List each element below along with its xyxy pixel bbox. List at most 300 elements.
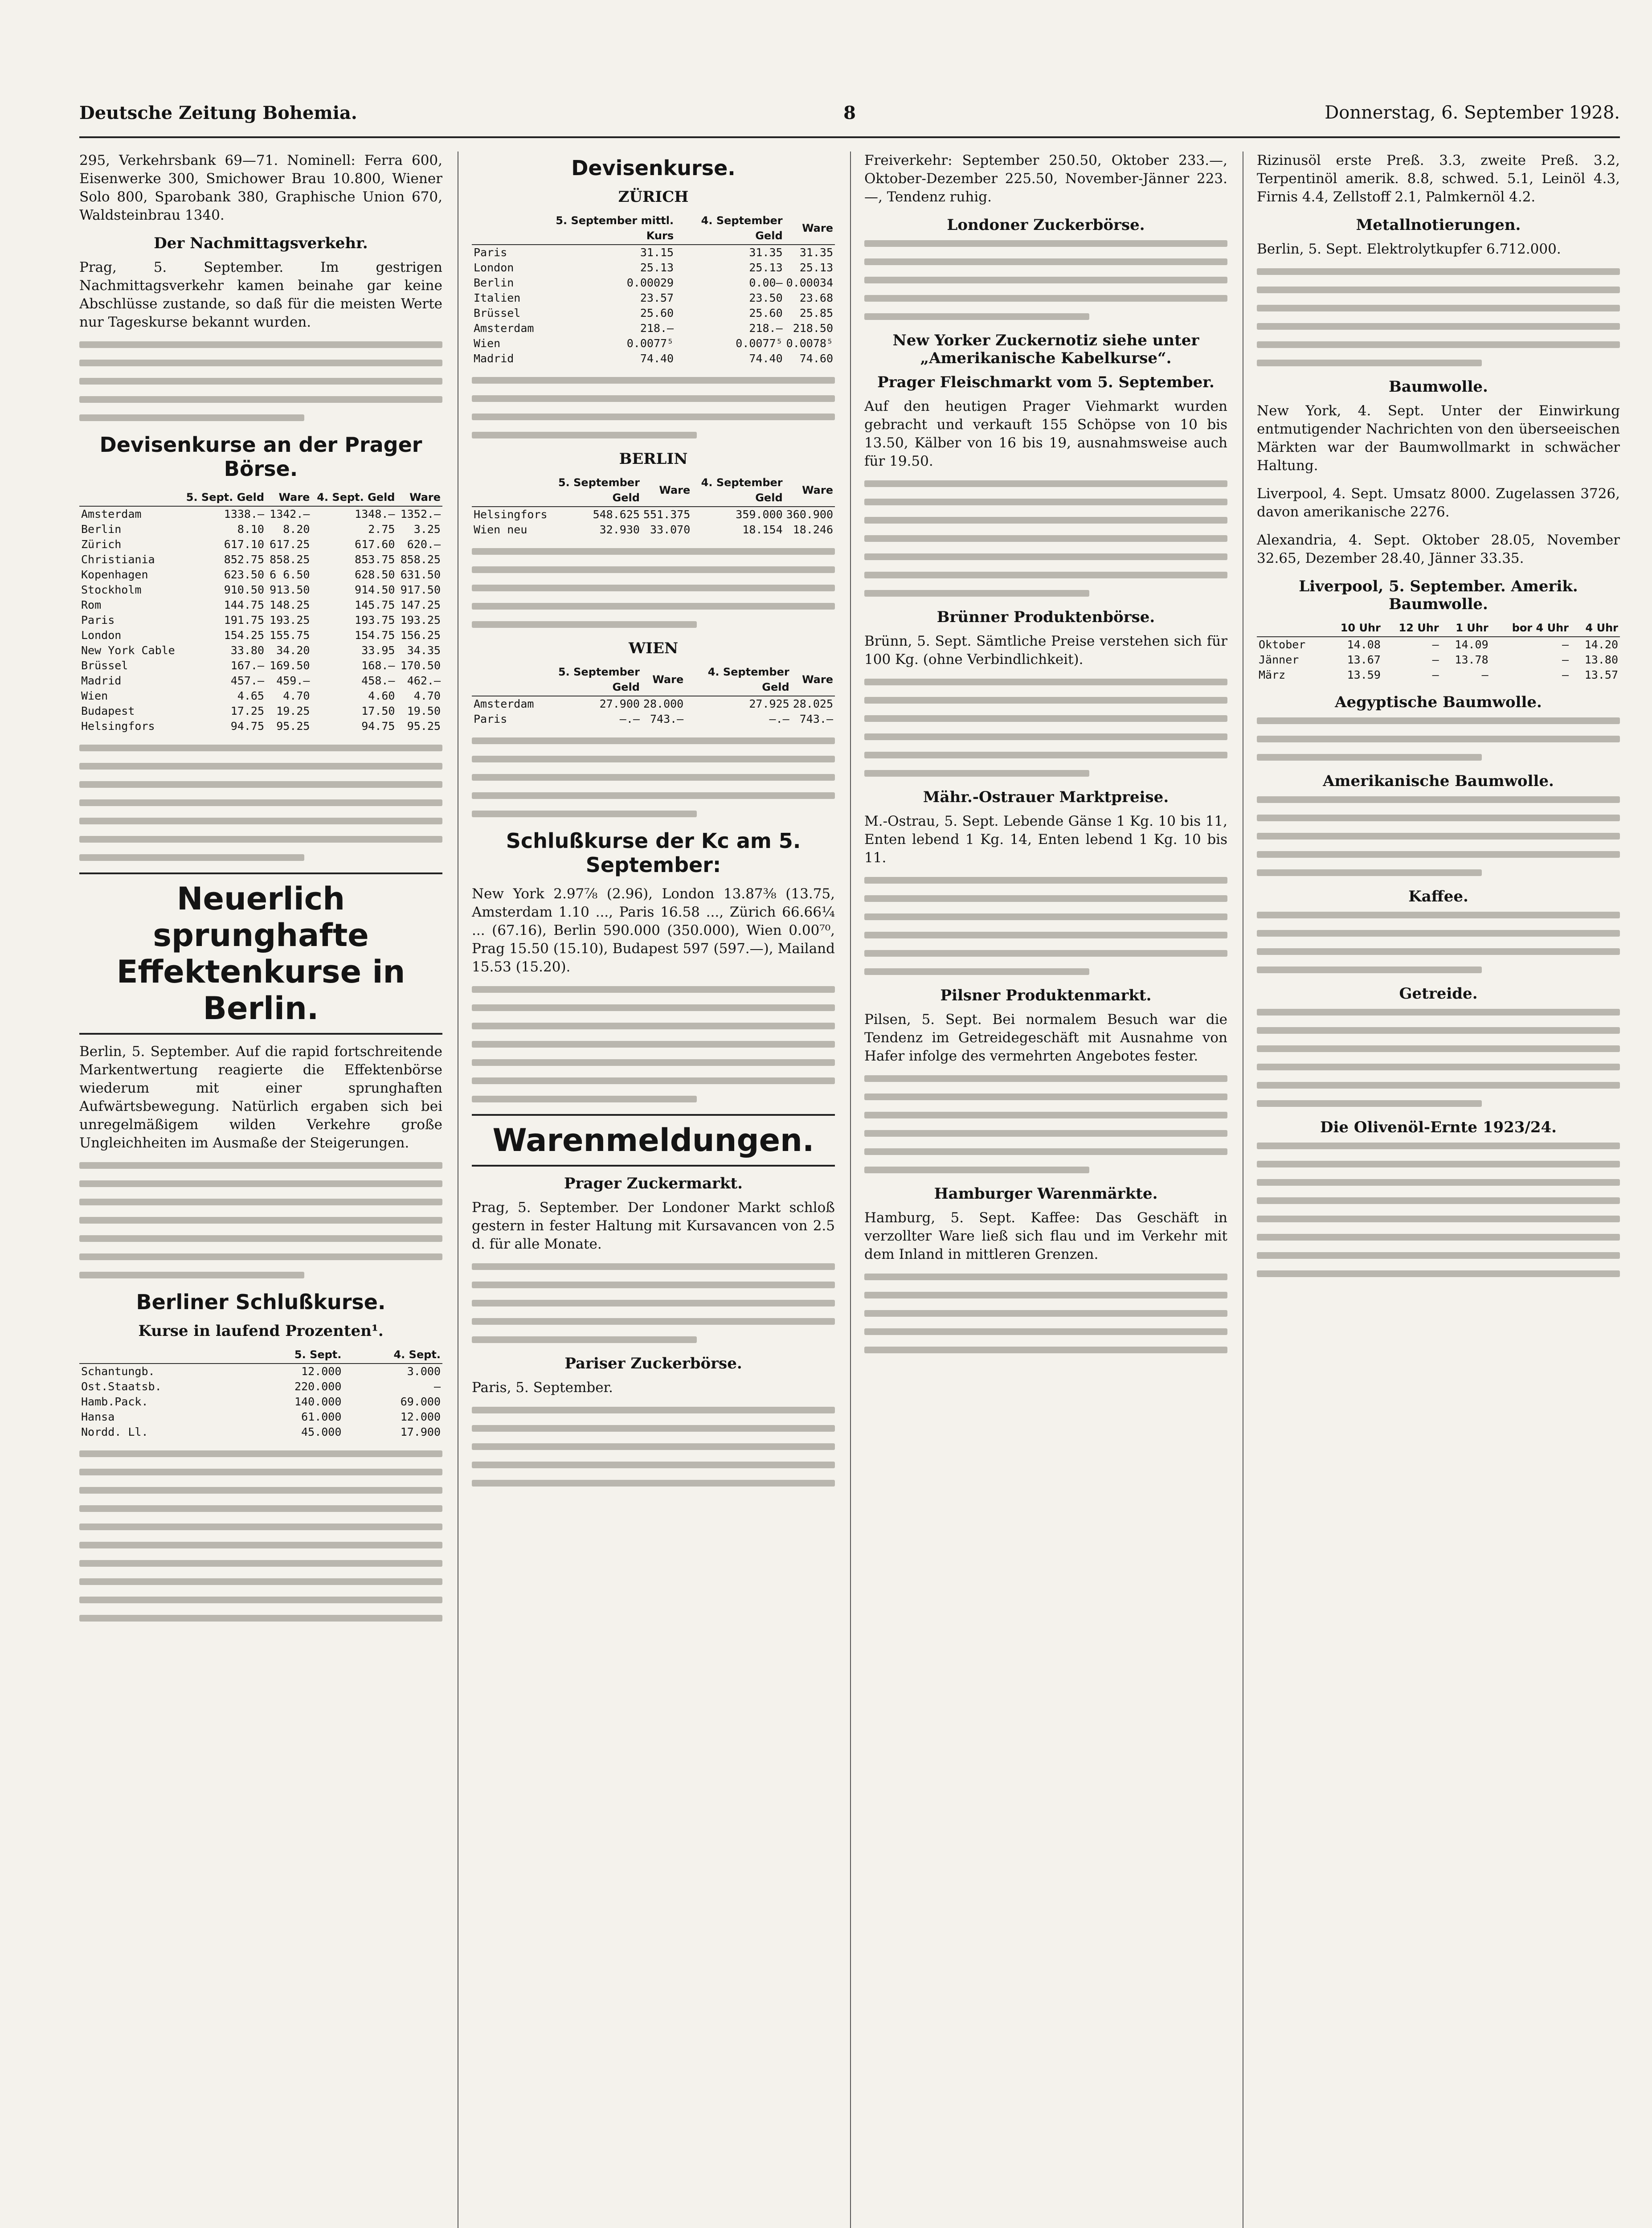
column-header: Ware bbox=[266, 489, 311, 506]
table-cell: 743.— bbox=[650, 713, 684, 725]
table-row bbox=[472, 712, 835, 727]
column-header: 5. September mittl. Kurs bbox=[536, 212, 675, 245]
illegible-text-block bbox=[864, 877, 1227, 975]
table-cell: 0.00029 bbox=[626, 276, 674, 289]
table-cell: 19.25 bbox=[276, 704, 310, 717]
table-cell: 23.68 bbox=[799, 291, 833, 304]
table-cell: 0.00034 bbox=[786, 276, 833, 289]
table-cell: 617.25 bbox=[270, 538, 310, 551]
table-row bbox=[79, 704, 442, 719]
table-row bbox=[472, 260, 835, 275]
table-row bbox=[79, 552, 442, 567]
table-cell: Paris bbox=[474, 246, 507, 259]
table-cell: 19.50 bbox=[407, 704, 441, 717]
table-cell: 168.— bbox=[361, 659, 395, 672]
table-cell: 628.50 bbox=[355, 568, 395, 581]
table-cell: 914.50 bbox=[355, 583, 395, 596]
table-cell: Oktober bbox=[1259, 638, 1306, 651]
metall-paragraph: Berlin, 5. Sept. Elektrolytkupfer 6.712.000. bbox=[1257, 241, 1561, 257]
table-cell: Hamb.Pack. bbox=[81, 1395, 148, 1408]
table-cell: 1342.— bbox=[270, 508, 310, 520]
table-cell: 156.25 bbox=[400, 629, 441, 642]
paper-title: Deutsche Zeitung Bohemia. bbox=[79, 102, 357, 123]
table-cell: 193.25 bbox=[270, 614, 310, 627]
table-cell: 617.60 bbox=[355, 538, 395, 551]
table-cell: 0.0078⁵ bbox=[786, 337, 833, 350]
kaffee-heading: Kaffee. bbox=[1408, 888, 1468, 905]
table-cell: 617.10 bbox=[224, 538, 264, 551]
illegible-text-block bbox=[472, 377, 835, 438]
table-cell: 551.375 bbox=[643, 508, 691, 521]
table-row bbox=[79, 506, 442, 522]
table-cell: 33.80 bbox=[230, 644, 264, 657]
table-cell: 18.246 bbox=[793, 523, 833, 536]
table-cell: 620.— bbox=[407, 538, 441, 551]
table-cell: 462.— bbox=[407, 674, 441, 687]
table-cell: 94.75 bbox=[230, 720, 264, 733]
table-cell: 13.59 bbox=[1347, 668, 1381, 681]
table-cell: 23.50 bbox=[749, 291, 783, 304]
table-cell: 4.70 bbox=[413, 689, 441, 702]
illegible-text-block bbox=[472, 737, 835, 817]
column-header bbox=[79, 489, 181, 506]
column-header: Ware bbox=[397, 489, 442, 506]
table-cell: Amsterdam bbox=[474, 697, 534, 710]
table-cell: 743.— bbox=[799, 713, 833, 725]
brunn-heading: Brünner Produktenbörse. bbox=[936, 608, 1155, 626]
illegible-text-block bbox=[864, 679, 1227, 777]
table-cell: Jänner bbox=[1259, 653, 1299, 666]
table-row bbox=[1257, 637, 1620, 652]
table-cell: London bbox=[81, 629, 122, 642]
column-header bbox=[472, 212, 536, 245]
devisen-prag-heading: Devisenkurse an der Prager Börse. bbox=[99, 433, 422, 481]
table-row bbox=[79, 673, 442, 688]
table-header-row bbox=[472, 212, 835, 245]
illegible-text-block bbox=[79, 745, 442, 861]
table-cell: 155.75 bbox=[270, 629, 310, 642]
baumwolle-paragraph: New York, 4. Sept. Unter der Einwirkung entmutigender Nachrichten von den überseeischen Märkten war der Baumwollmarkt in schwächer Haltung. bbox=[1257, 403, 1620, 474]
table-row bbox=[472, 245, 835, 260]
table-row bbox=[79, 567, 442, 582]
table-cell: Amsterdam bbox=[81, 508, 142, 520]
table-cell: 548.625 bbox=[593, 508, 640, 521]
table-row bbox=[472, 696, 835, 712]
column-header bbox=[79, 1346, 244, 1364]
table-cell: London bbox=[474, 261, 514, 274]
date-line: Donnerstag, 6. September 1928. bbox=[1325, 102, 1620, 123]
table-row bbox=[79, 613, 442, 628]
table-cell: 148.25 bbox=[270, 598, 310, 611]
pilsner-heading: Pilsner Produktenmarkt. bbox=[940, 987, 1152, 1004]
table-row bbox=[472, 522, 835, 537]
newyork-zucker-heading: New Yorker Zuckernotiz siehe unter „Amerikanische Kabelkurse“. bbox=[892, 332, 1199, 367]
table-row bbox=[79, 688, 442, 704]
column-header: Ware bbox=[785, 474, 835, 507]
table-cell: 14.08 bbox=[1347, 638, 1381, 651]
table-cell: 31.35 bbox=[799, 246, 833, 259]
table-cell: —.— bbox=[769, 713, 789, 725]
pariser-dateline: Paris, 5. September. bbox=[472, 1380, 613, 1396]
table-cell: 2.75 bbox=[368, 523, 395, 536]
berliner-table bbox=[79, 1346, 442, 1440]
table-cell: 74.40 bbox=[749, 352, 783, 365]
table-cell: 27.925 bbox=[749, 697, 789, 710]
column-header: 1 Uhr bbox=[1441, 619, 1490, 637]
illegible-text-block bbox=[472, 548, 835, 628]
table-cell: 458.— bbox=[361, 674, 395, 687]
table-cell: 853.75 bbox=[355, 553, 395, 566]
table-cell: 25.13 bbox=[749, 261, 783, 274]
table-cell: Rom bbox=[81, 598, 102, 611]
table-cell: 154.25 bbox=[224, 629, 264, 642]
olivenoel-heading: Die Olivenöl-Ernte 1923/24. bbox=[1320, 1118, 1557, 1136]
column-header: 4. September Geld bbox=[692, 474, 784, 507]
table-cell: 167.— bbox=[230, 659, 264, 672]
table-cell: 360.900 bbox=[786, 508, 833, 521]
table-cell: —.— bbox=[619, 713, 640, 725]
illegible-text-block bbox=[1257, 796, 1620, 876]
table-cell: 14.09 bbox=[1455, 638, 1488, 651]
table-cell: Berlin bbox=[474, 276, 514, 289]
table-cell: 95.25 bbox=[407, 720, 441, 733]
masthead-rule bbox=[79, 136, 1620, 138]
table-cell: — bbox=[1562, 638, 1569, 651]
column-header: 5. September Geld bbox=[549, 474, 642, 507]
table-cell: 4.70 bbox=[283, 689, 310, 702]
table-cell: Hansa bbox=[81, 1410, 115, 1423]
table-cell: 140.000 bbox=[294, 1395, 342, 1408]
table-cell: — bbox=[1432, 638, 1439, 651]
table-cell: 0.00— bbox=[749, 276, 783, 289]
liverpool-paragraph: Liverpool, 4. Sept. Umsatz 8000. Zugelassen 3726, davon amerikanische 2276. bbox=[1257, 486, 1620, 520]
table-row bbox=[79, 537, 442, 552]
devisenkurse-heading: Devisenkurse. bbox=[571, 156, 736, 180]
table-row bbox=[79, 658, 442, 673]
table-cell: 94.75 bbox=[361, 720, 395, 733]
table-cell: 33.070 bbox=[650, 523, 691, 536]
table-cell: New York Cable bbox=[81, 644, 175, 657]
table-cell: 6 6.50 bbox=[270, 568, 310, 581]
table-cell: — bbox=[1432, 653, 1439, 666]
nachmittag-heading: Der Nachmittagsverkehr. bbox=[154, 234, 368, 252]
table-cell: Paris bbox=[474, 713, 507, 725]
table-cell: 913.50 bbox=[270, 583, 310, 596]
column-header: bor 4 Uhr bbox=[1490, 619, 1570, 637]
berliner-heading: Berliner Schlußkurse. bbox=[136, 1290, 386, 1314]
table-cell: 13.67 bbox=[1347, 653, 1381, 666]
table-cell: 12.000 bbox=[301, 1365, 342, 1378]
table-cell: 169.50 bbox=[270, 659, 310, 672]
berliner-subheading: Kurse in laufend Prozenten¹. bbox=[138, 1322, 384, 1340]
table-cell: 33.95 bbox=[361, 644, 395, 657]
table-cell: 45.000 bbox=[301, 1425, 342, 1438]
table-cell: Stockholm bbox=[81, 583, 142, 596]
table-cell: Madrid bbox=[474, 352, 514, 365]
liverpool-heading: Liverpool, 5. September. Amerik. Baumwolle. bbox=[1299, 577, 1578, 613]
baumwolle-heading: Baumwolle. bbox=[1389, 378, 1488, 396]
table-cell: 1348.— bbox=[355, 508, 395, 520]
column-header: 5. Sept. Geld bbox=[181, 489, 266, 506]
table-cell: 858.25 bbox=[270, 553, 310, 566]
table-cell: 13.80 bbox=[1584, 653, 1618, 666]
column-header: Ware bbox=[791, 663, 835, 696]
freiverkehr-paragraph: Freiverkehr: September 250.50, Oktober 233.—, Oktober-Dezember 225.50, November-Jänner 223.—, Tendenz ruhig. bbox=[864, 152, 1227, 205]
warenmeldungen-heading: Warenmeldungen. bbox=[472, 1114, 835, 1167]
table-cell: 32.930 bbox=[599, 523, 640, 536]
table-row bbox=[79, 643, 442, 658]
table-cell: — bbox=[1432, 668, 1439, 681]
page-number: 8 bbox=[843, 102, 856, 123]
table-cell: 457.— bbox=[230, 674, 264, 687]
column-header: 4. September Geld bbox=[685, 663, 791, 696]
table-cell: 61.000 bbox=[301, 1410, 342, 1423]
table-cell: 0.0077⁵ bbox=[736, 337, 783, 350]
illegible-text-block bbox=[79, 1162, 442, 1278]
intro-paragraph: 295, Verkehrsbank 69—71. Nominell: Ferra 600, Eisenwerke 300, Smichower Brau 10.800, Wiener Solo 800, Sparobank 380, Graphische Union 670, Waldsteinbrau 1340. bbox=[79, 152, 442, 223]
column-header: 4. Sept. bbox=[343, 1346, 442, 1364]
table-header-row bbox=[79, 1346, 442, 1364]
table-cell: — bbox=[433, 1380, 441, 1393]
schlusskurse-heading: Schlußkurse der Kc am 5. September: bbox=[506, 829, 801, 877]
table-cell: Helsingfors bbox=[81, 720, 155, 733]
table-cell: 13.78 bbox=[1455, 653, 1488, 666]
illegible-text-block bbox=[1257, 912, 1620, 973]
table-row bbox=[79, 628, 442, 643]
table-cell: 25.13 bbox=[799, 261, 833, 274]
table-cell: 147.25 bbox=[400, 598, 441, 611]
illegible-text-block bbox=[79, 341, 442, 421]
column-header: Ware bbox=[785, 212, 835, 245]
masthead bbox=[79, 102, 1620, 134]
table-cell: 27.900 bbox=[599, 697, 640, 710]
columns bbox=[79, 152, 1620, 2228]
ostrauer-heading: Mähr.-Ostrauer Marktpreise. bbox=[923, 788, 1169, 806]
liverpool-table bbox=[1257, 619, 1620, 683]
table-cell: 18.154 bbox=[742, 523, 783, 536]
column-header: 12 Uhr bbox=[1382, 619, 1441, 637]
table-row bbox=[472, 306, 835, 321]
table-cell: Nordd. Ll. bbox=[81, 1425, 148, 1438]
table-row bbox=[472, 321, 835, 336]
illegible-text-block bbox=[864, 240, 1227, 320]
table-cell: Madrid bbox=[81, 674, 122, 687]
table-cell: 31.35 bbox=[749, 246, 783, 259]
table-row bbox=[79, 1379, 442, 1394]
nachmittag-paragraph: Prag, 5. September. Im gestrigen Nachmittagsverkehr kamen beinahe gar keine Abschlüsse zustande, so daß für die meisten Werte nur Tageskurse bekannt wurden. bbox=[79, 259, 442, 330]
column-header bbox=[472, 663, 536, 696]
table-cell: 623.50 bbox=[224, 568, 264, 581]
alexandria-paragraph: Alexandria, 4. Sept. Oktober 28.05, November 32.65, Dezember 28.40, Jänner 33.35. bbox=[1257, 532, 1620, 566]
table-cell: 220.000 bbox=[294, 1380, 342, 1393]
pilsner-paragraph: Pilsen, 5. Sept. Bei normalem Besuch war die Tendenz im Getreidegeschäft mit Ausnahme von Hafer infolge des vermehrten Angebotes fester. bbox=[864, 1012, 1227, 1064]
schlusskurse-paragraph: New York 2.97⅞ (2.96), London 13.87⅜ (13.75, Amsterdam 1.10 ..., Paris 16.58 ..., Zürich 66.66¼ ... (67.16), Berlin 590.000 (350.000), Wien 0.00⁷⁰, Prag 15.50 (15.10), Budapest 597 (597.—), Mailand 15.53 (15.20). bbox=[472, 886, 835, 975]
table-cell: 359.000 bbox=[736, 508, 783, 521]
illegible-text-block bbox=[472, 1263, 835, 1343]
table-cell: Helsingfors bbox=[474, 508, 548, 521]
table-cell: 25.60 bbox=[640, 307, 674, 319]
ostrauer-paragraph: M.-Ostrau, 5. Sept. Lebende Gänse 1 Kg. 10 bis 11, Enten lebend 1 Kg. 14, Enten lebend 1 Kg. 10 bis 11. bbox=[864, 813, 1227, 866]
table-cell: 3.000 bbox=[407, 1365, 441, 1378]
table-row bbox=[79, 522, 442, 537]
table-header-row bbox=[1257, 619, 1620, 637]
table-cell: 8.10 bbox=[237, 523, 264, 536]
table-cell: 13.57 bbox=[1584, 668, 1618, 681]
column-2 bbox=[458, 152, 835, 2228]
table-cell: 23.57 bbox=[640, 291, 674, 304]
column-header bbox=[1257, 619, 1324, 637]
table-cell: Kopenhagen bbox=[81, 568, 148, 581]
illegible-text-block bbox=[864, 480, 1227, 597]
aegypt-heading: Aegyptische Baumwolle. bbox=[1335, 693, 1542, 711]
table-cell: 25.60 bbox=[749, 307, 783, 319]
intro-paragraph: Rizinusöl erste Preß. 3.3, zweite Preß. 3.2, Terpentinöl amerik. 8.8, schwed. 5.1, Leinöl 4.3, Firnis 4.4, Zellstoff 2.1, Palmkernöl 4.2. bbox=[1257, 152, 1620, 205]
table-row bbox=[472, 275, 835, 291]
table-cell: 14.20 bbox=[1584, 638, 1618, 651]
table-cell: — bbox=[1562, 653, 1569, 666]
column-header: 5. Sept. bbox=[244, 1346, 343, 1364]
table-header-row bbox=[79, 489, 442, 506]
hamburg-heading: Hamburger Warenmärkte. bbox=[934, 1185, 1158, 1203]
table-cell: 17.50 bbox=[361, 704, 395, 717]
table-cell: Paris bbox=[81, 614, 115, 627]
table-cell: Budapest bbox=[81, 704, 135, 717]
table-cell: 25.85 bbox=[799, 307, 833, 319]
table-cell: 95.25 bbox=[276, 720, 310, 733]
table-row bbox=[79, 582, 442, 598]
table-cell: Berlin bbox=[81, 523, 122, 536]
illegible-text-block bbox=[79, 1450, 442, 1622]
table-row bbox=[79, 1425, 442, 1440]
column-header: 5. September Geld bbox=[536, 663, 641, 696]
table-cell: Brüssel bbox=[474, 307, 521, 319]
devisen-prag-table bbox=[79, 489, 442, 734]
pariser-heading: Pariser Zuckerbörse. bbox=[564, 1355, 742, 1372]
table-cell: 170.50 bbox=[400, 659, 441, 672]
table-cell: 459.— bbox=[276, 674, 310, 687]
table-cell: 25.13 bbox=[640, 261, 674, 274]
table-cell: 31.15 bbox=[640, 246, 674, 259]
londoner-zucker-heading: Londoner Zuckerbörse. bbox=[947, 216, 1145, 234]
table-cell: 631.50 bbox=[400, 568, 441, 581]
table-cell: März bbox=[1259, 668, 1286, 681]
table-cell: 69.000 bbox=[400, 1395, 441, 1408]
table-cell: 3.25 bbox=[413, 523, 441, 536]
table-cell: Wien bbox=[474, 337, 501, 350]
column-header: 10 Uhr bbox=[1324, 619, 1382, 637]
fleischmarkt-heading: Prager Fleischmarkt vom 5. September. bbox=[877, 373, 1214, 391]
hamburg-paragraph: Hamburg, 5. Sept. Kaffee: Das Geschäft in verzollter Ware ließ sich flau und im Verkehr mit dem Inland in mittleren Grenzen. bbox=[864, 1210, 1227, 1262]
table-cell: 218.— bbox=[749, 322, 783, 335]
table-cell: Italien bbox=[474, 291, 521, 304]
table-cell: 910.50 bbox=[224, 583, 264, 596]
column-header: Ware bbox=[642, 474, 692, 507]
table-cell: 193.75 bbox=[355, 614, 395, 627]
illegible-text-block bbox=[864, 1274, 1227, 1353]
table-cell: 917.50 bbox=[400, 583, 441, 596]
table-cell: 17.25 bbox=[230, 704, 264, 717]
column-header: 4 Uhr bbox=[1570, 619, 1620, 637]
table-cell: Christiania bbox=[81, 553, 155, 566]
table-cell: 8.20 bbox=[283, 523, 310, 536]
table-cell: 218.— bbox=[640, 322, 674, 335]
table-cell: 1352.— bbox=[400, 508, 441, 520]
column-header bbox=[472, 474, 549, 507]
illegible-text-block bbox=[1257, 717, 1620, 761]
table-cell: 4.60 bbox=[368, 689, 395, 702]
table-cell: 144.75 bbox=[224, 598, 264, 611]
berlin-table bbox=[472, 474, 835, 537]
table-cell: 858.25 bbox=[400, 553, 441, 566]
table-row bbox=[79, 598, 442, 613]
column-header: 4. Sept. Geld bbox=[311, 489, 397, 506]
illegible-text-block bbox=[472, 986, 835, 1102]
table-cell: 145.75 bbox=[355, 598, 395, 611]
table-row bbox=[79, 1409, 442, 1425]
table-cell: Wien bbox=[81, 689, 108, 702]
zuckermarkt-paragraph: Prag, 5. September. Der Londoner Markt schloß gestern in fester Haltung mit Kursavancen von 2.5 d. für alle Monate. bbox=[472, 1200, 835, 1252]
illegible-text-block bbox=[1257, 1143, 1620, 1277]
neuerlich-paragraph: Berlin, 5. September. Auf die rapid fortschreitende Markentwertung reagierte die Effektenbörse wiederum mit einer sprunghaften Aufwärtsbewegung. Natürlich ergaben sich bei unregelmäßigem wilden Verkehre große Ungleichheiten im Ausmaße der Steigerungen. bbox=[79, 1044, 442, 1151]
neuerlich-heading: Neuerlich sprunghafte Effektenkurse in Berlin. bbox=[79, 872, 442, 1035]
fleischmarkt-paragraph: Auf den heutigen Prager Viehmarkt wurden gebracht und verkauft 155 Schöpse von 10 bis 13.50, Kälber von 16 bis 19, ausnahmsweise auch für 19.50. bbox=[864, 398, 1227, 469]
table-cell: 154.75 bbox=[355, 629, 395, 642]
illegible-text-block bbox=[1257, 1009, 1620, 1107]
column-4 bbox=[1243, 152, 1620, 2228]
table-cell: 1338.— bbox=[224, 508, 264, 520]
table-row bbox=[472, 336, 835, 351]
table-row bbox=[472, 507, 835, 522]
table-row bbox=[1257, 652, 1620, 668]
table-cell: 4.65 bbox=[237, 689, 264, 702]
column-1 bbox=[79, 152, 442, 2228]
table-header-row bbox=[472, 663, 835, 696]
table-header-row bbox=[472, 474, 835, 507]
illegible-text-block bbox=[1257, 268, 1620, 366]
amerik-heading: Amerikanische Baumwolle. bbox=[1323, 772, 1554, 790]
table-row bbox=[79, 719, 442, 734]
berlin-label: BERLIN bbox=[619, 450, 688, 468]
table-row bbox=[472, 291, 835, 306]
table-row bbox=[79, 1394, 442, 1409]
table-row bbox=[1257, 668, 1620, 683]
table-cell: 28.025 bbox=[793, 697, 833, 710]
table-cell: Zürich bbox=[81, 538, 122, 551]
zurich-label: ZÜRICH bbox=[618, 188, 689, 206]
table-cell: — bbox=[1481, 668, 1488, 681]
table-cell: 193.25 bbox=[400, 614, 441, 627]
table-row bbox=[472, 351, 835, 366]
wien-label: WIEN bbox=[628, 639, 679, 657]
table-cell: 852.75 bbox=[224, 553, 264, 566]
column-3 bbox=[850, 152, 1227, 2228]
table-cell: 34.35 bbox=[407, 644, 441, 657]
table-cell: — bbox=[1562, 668, 1569, 681]
table-cell: 218.50 bbox=[793, 322, 833, 335]
table-cell: Amsterdam bbox=[474, 322, 534, 335]
table-cell: Schantungb. bbox=[81, 1365, 155, 1378]
table-cell: 74.40 bbox=[640, 352, 674, 365]
zuckermarkt-heading: Prager Zuckermarkt. bbox=[564, 1175, 743, 1192]
zurich-table bbox=[472, 212, 835, 366]
table-cell: Brüssel bbox=[81, 659, 128, 672]
table-cell: Wien neu bbox=[474, 523, 527, 536]
illegible-text-block bbox=[864, 1075, 1227, 1173]
table-cell: 34.20 bbox=[276, 644, 310, 657]
column-header: Ware bbox=[642, 663, 685, 696]
table-cell: 28.000 bbox=[643, 697, 684, 710]
metall-heading: Metallnotierungen. bbox=[1356, 216, 1521, 234]
